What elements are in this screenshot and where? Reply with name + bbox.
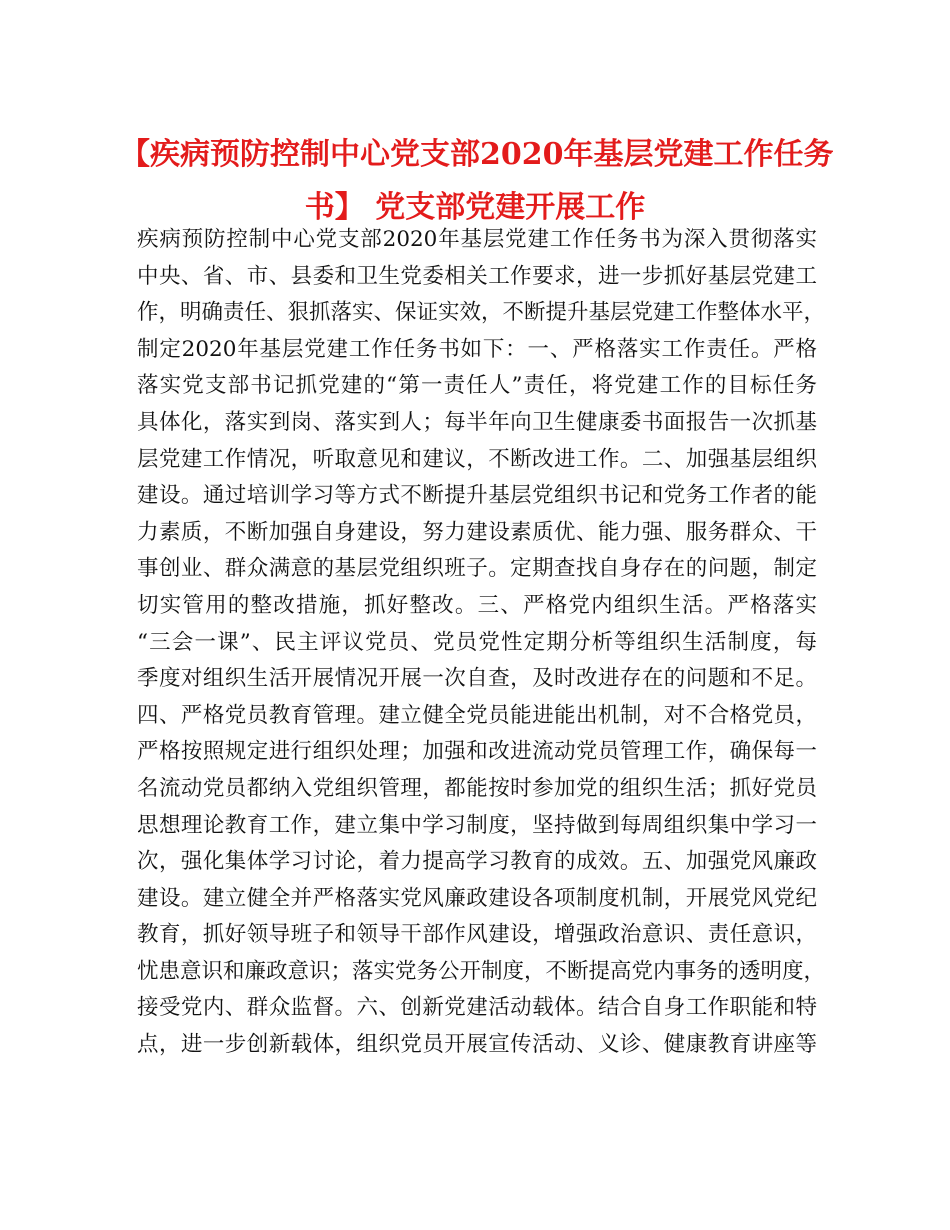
body-line: 思想理论教育工作，建立集中学习制度，坚持做到每周组织集中学习一 [137, 812, 817, 838]
document-title [120, 128, 834, 234]
body-line: 名流动党员都纳入党组织管理，都能按时参加党的组织生活；抓好党员 [137, 775, 817, 801]
body-line: 次，强化集体学习讨论，着力提高学习教育的成效。五、加强党风廉政 [137, 849, 817, 875]
body-line: 四、严格党员教育管理。建立健全党员能进能出机制，对不合格党员， [137, 702, 817, 728]
body-line: 教育，抓好领导班子和领导干部作风建设，增强政治意识、责任意识， [137, 922, 817, 948]
body-line: 建设。建立健全并严格落实党风廉政建设各项制度机制，开展党风党纪 [137, 885, 817, 911]
body-line: 季度对组织生活开展情况开展一次自查，及时改进存在的问题和不足。 [137, 666, 817, 692]
body-line: 落实党支部书记抓党建的“第一责任人”责任，将党建工作的目标任务 [137, 373, 817, 399]
body-line: 接受党内、群众监督。六、创新党建活动载体。结合自身工作职能和特 [137, 995, 817, 1021]
body-line: 中央、省、市、县委和卫生党委相关工作要求，进一步抓好基层党建工 [137, 263, 817, 289]
body-line: 事创业、群众满意的基层党组织班子。定期查找自身存在的问题，制定 [137, 556, 817, 582]
body-line: 疾病预防控制中心党支部2020年基层党建工作任务书为深入贯彻落实 [137, 227, 817, 252]
body-line: 力素质，不断加强自身建设，努力建设素质优、能力强、服务群众、干 [137, 519, 817, 545]
body-line: 制定2020年基层党建工作任务书如下：一、严格落实工作责任。严格 [137, 336, 817, 362]
body-line: 忧患意识和廉政意识；落实党务公开制度，不断提高党内事务的透明度， [137, 958, 826, 984]
document-body [137, 222, 826, 1064]
body-line: 具体化，落实到岗、落实到人；每半年向卫生健康委书面报告一次抓基 [137, 409, 817, 435]
body-line: 作，明确责任、狠抓落实、保证实效，不断提升基层党建工作整体水平， [137, 300, 826, 326]
body-line: 建设。通过培训学习等方式不断提升基层党组织书记和党务工作者的能 [137, 483, 817, 509]
title-line: 书】 党支部党建开展工作 [304, 190, 646, 225]
body-line: 点，进一步创新载体，组织党员开展宣传活动、义诊、健康教育讲座等 [137, 1032, 817, 1058]
title-line: 【疾病预防控制中心党支部2020年基层党建工作任务 [120, 137, 834, 172]
body-line: 层党建工作情况，听取意见和建议，不断改进工作。二、加强基层组织 [137, 446, 817, 472]
body-line: 切实管用的整改措施，抓好整改。三、严格党内组织生活。严格落实 [137, 592, 817, 618]
body-line: 严格按照规定进行组织处理；加强和改进流动党员管理工作，确保每一 [137, 739, 817, 765]
body-line: “三会一课”、民主评议党员、党员党性定期分析等组织生活制度，每 [137, 629, 817, 655]
